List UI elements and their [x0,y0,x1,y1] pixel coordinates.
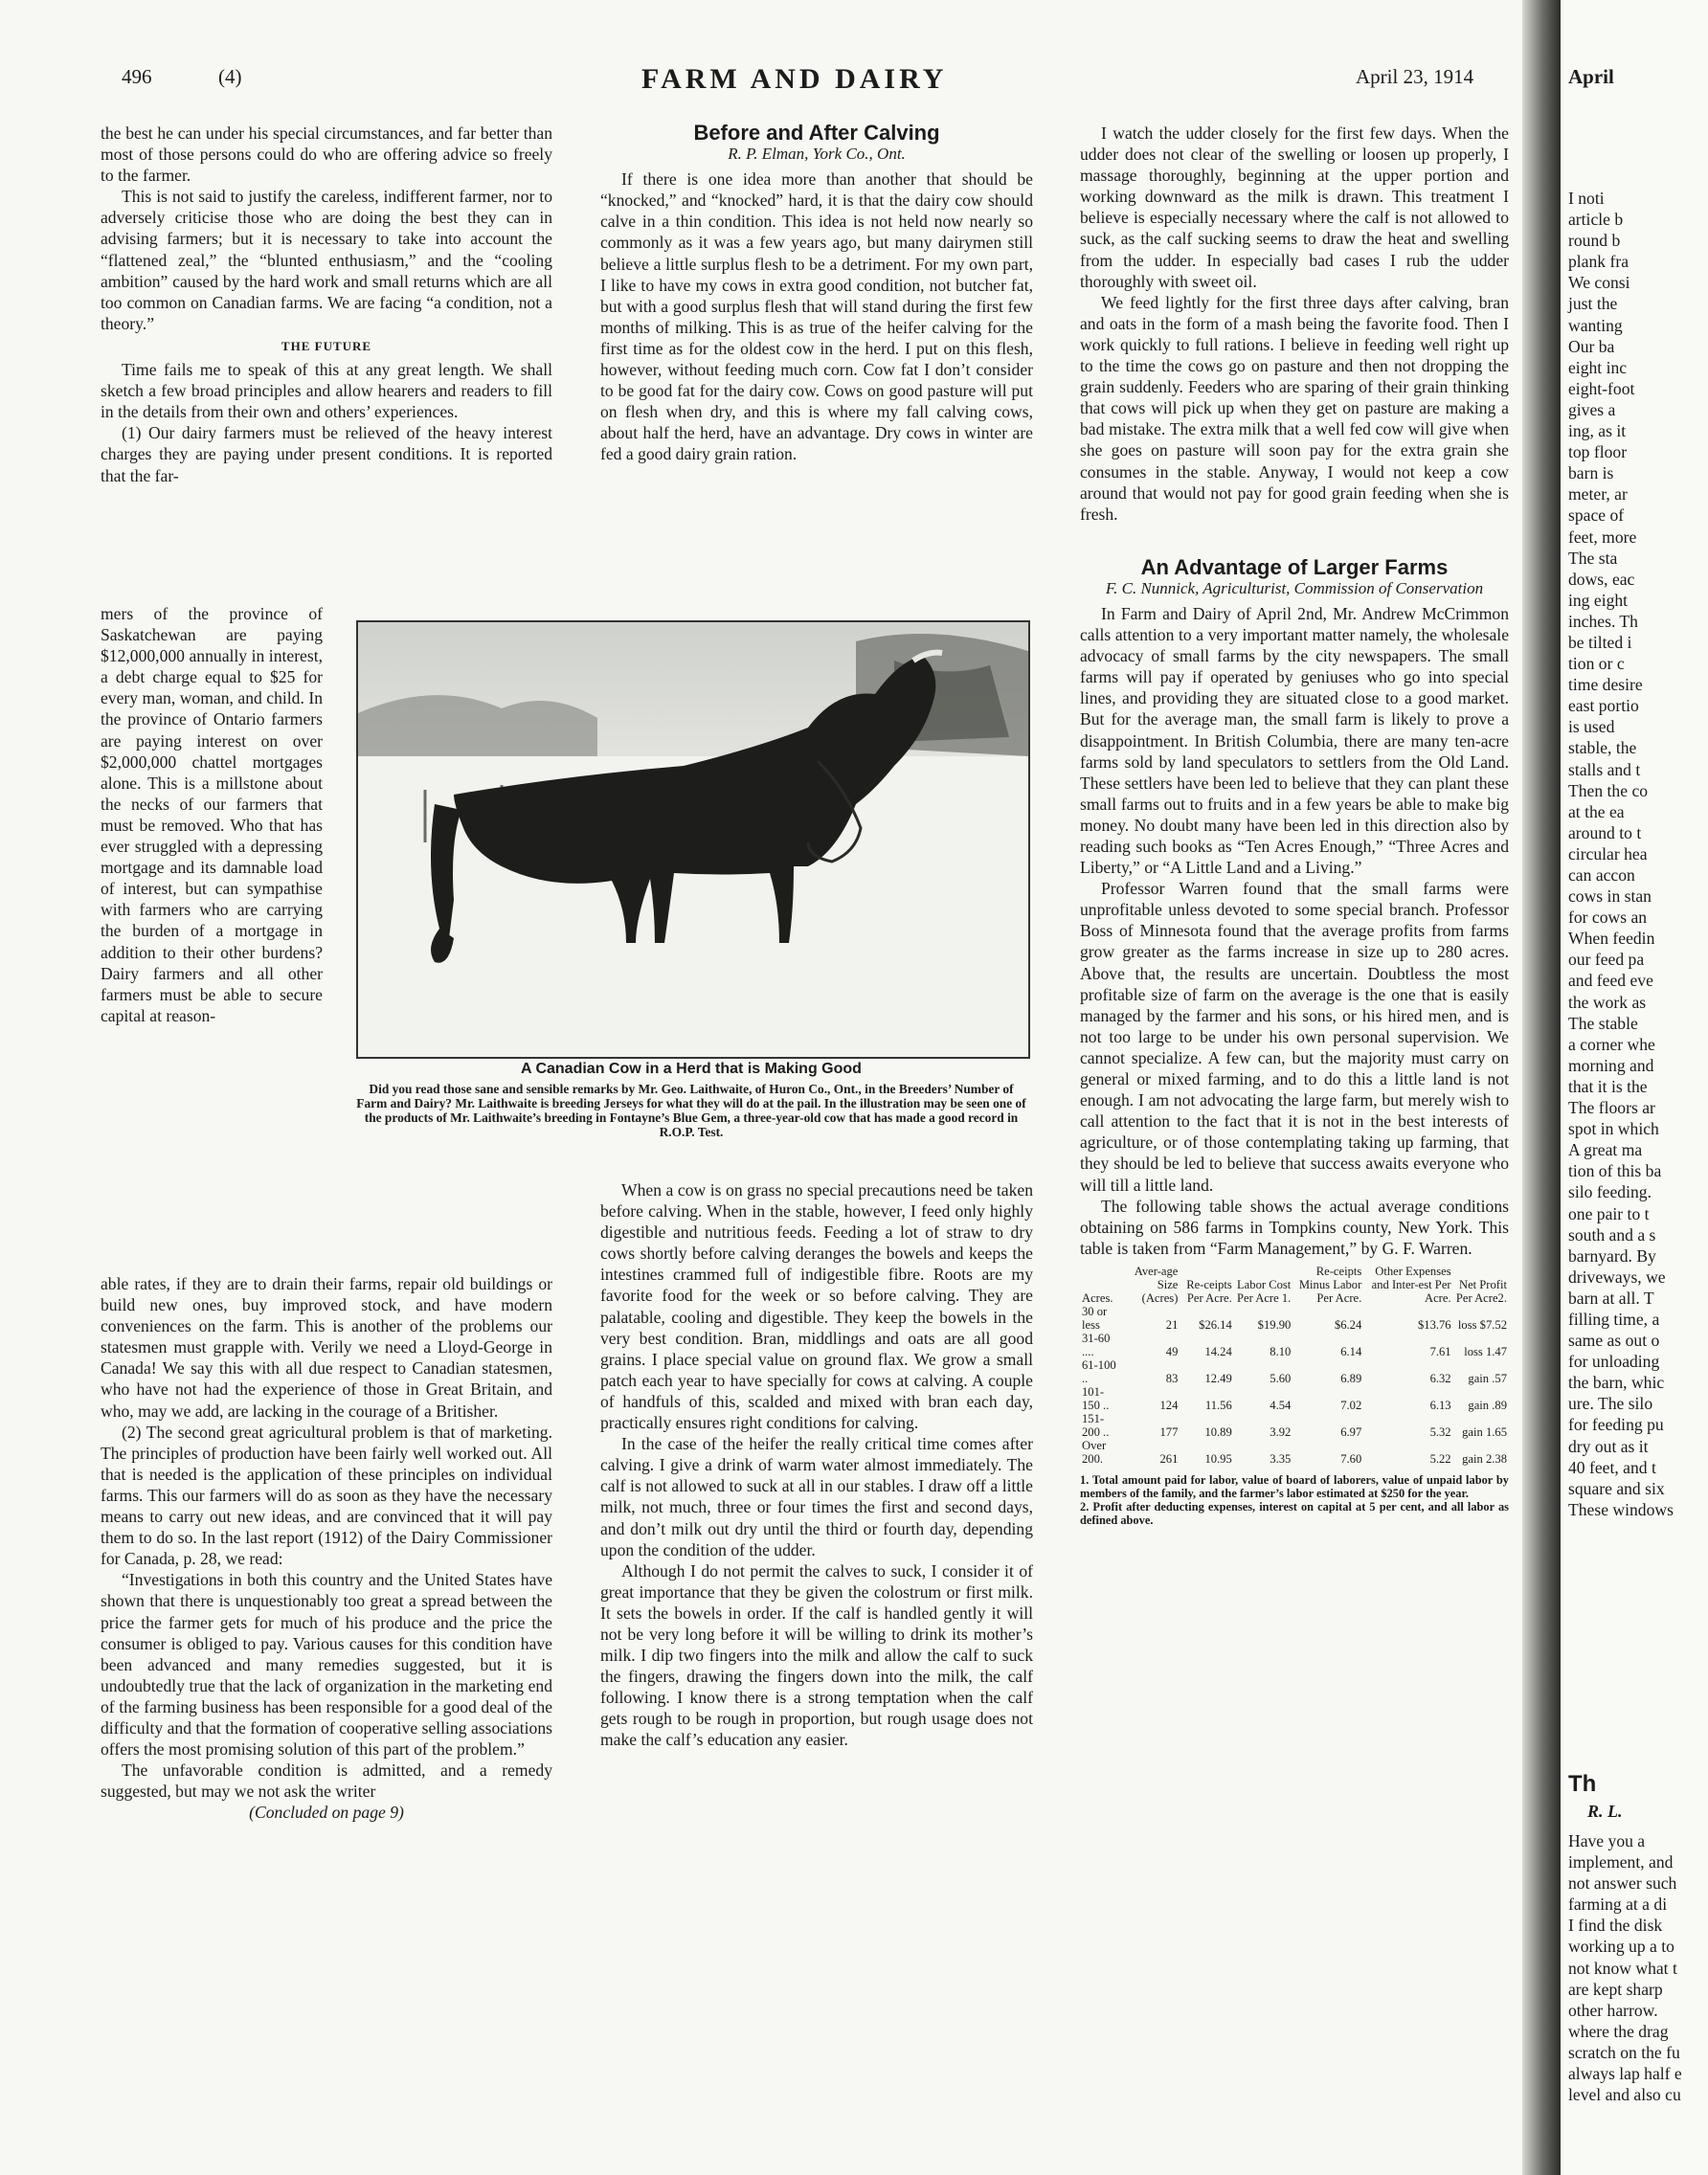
text-line: level and also cu [1568,2085,1681,2105]
table-cell: $19.90 [1257,1317,1292,1332]
table-cell: 31-60 .... [1082,1331,1111,1358]
paragraph: Professor Warren found that the small farms were unprofitable unless devoted to some special branch. Professor Boss of Minnesota found that the average profits from farms grow greater as the farms increase in size up to 280 acres. Above that, the results are uncertain. Doubtless the most profitable size of farm on the average is the one that is easily managed by the farmer and his sons, or his hired men, and is not too large to be under his own personal supervision. We cannot specialize. A few can, but the majority must carry on general or mixed farming, and to do this a little land is not enough. I am not advocating the large farm, but merely wish to call attention to the fact that it is not in the best interests of agriculture, or of those contemplating taking up farming, that they should be led to believe that success awaits everyone who will till a little land. [1080,879,1509,1195]
table-cell: gain .57 [1468,1371,1507,1385]
table-cell: 7.60 [1340,1451,1362,1466]
table-cell: 6.13 [1429,1398,1451,1412]
table-header: Other Expenses and Inter-est Per Acre. [1371,1264,1451,1305]
text-line: barnyard. By [1568,1245,1656,1266]
text-line: other harrow. [1568,2000,1658,2020]
paragraph: able rates, if they are to drain their farms, repair old buildings or build new ones, buy improved stock, and have modern conveniences on the farm. This is another of the problems our statesmen must grapple with. Verily we need a Lloyd-George in Canada! We say this with all due respect to Canadian statesmen, who have not had the experience of those in Great Britain, and who, may we add, are lacking in the courage of a Britisher. [101,1274,552,1421]
text-line: eight-foot [1568,378,1635,398]
text-line: We consi [1568,273,1630,293]
text-line: not know what t [1568,1958,1677,1978]
table-cell: 101-150 .. [1082,1384,1110,1412]
text-line: meter, ar [1568,484,1628,505]
paragraph: The following table shows the actual average conditions obtaining on 586 farms in Tompkins county, New York. This table is taken from “Farm Management,” by G. F. Warren. [1080,1196,1509,1258]
masthead: FARM AND DAIRY [641,63,948,95]
text-line: wanting [1568,315,1623,335]
text-line: stable, the [1568,738,1637,758]
page-number: 496 [122,65,152,88]
table-row [1080,1439,1509,1466]
table-cell: 6.89 [1340,1371,1362,1385]
text-line: is used [1568,717,1615,737]
table-cell: $6.24 [1334,1317,1362,1332]
adjacent-page [1561,0,1708,2175]
text-line: be tilted i [1568,632,1632,652]
text-line: The stable [1568,1013,1638,1033]
paragraph: mers of the province of Saskatchewan are paying $12,000,000 annually in interest, a debt charge equal to $25 for every man, woman, and child. In the province of Ontario farmers are paying interest on over $2,000,000 chattel mortgages alone. This is a millstone about the necks of our farmers that must be removed. Who that has ever struggled with a depressing mortgage and its damnable load of interest, but can sympathise with farmers who are carrying the burden of a mortgage in addition to their other burdens? Dairy farmers and all other farmers must be able to secure capital at reason- [101,604,323,1025]
table-cell: 6.32 [1429,1371,1451,1385]
issue-date: April 23, 1914 [1356,65,1474,88]
paragraph: (2) The second great agricultural problem is that of marketing. The principles of production have been fairly well worked out. All that is needed is the application of these principles on individual farms. This our farmers will do as soon as they have the necessary means to carry out new ideas, and are convinced that it will pay them to do so. In the last report (1912) of the Dairy Commissioner for Canada, p. 28, we read: [101,1422,552,1569]
text-line: south and a s [1568,1224,1656,1244]
column-2-top [600,123,1033,465]
text-line: around to t [1568,822,1642,842]
continued-note: (Concluded on page 9) [249,1803,404,1823]
article-byline: F. C. Nunnick, Agriculturist, Commission of Conservation [1105,578,1484,597]
text-line: Then the co [1568,780,1649,800]
text-line: working up a to [1568,1937,1674,1957]
text-line: circular hea [1568,843,1648,863]
table-cell: 61-100 .. [1082,1357,1116,1385]
photo-caption: Did you read those sane and sensible remarks by Mr. Geo. Laithwaite, of Huron Co., Ont., in the Breeders’ Number of Farm and Dairy? Mr. Laithwaite is breeding Jerseys for what they will do at the pail. In the illustration may be seen one of the products of Mr. Laithwaite’s breeding in Fontayne’s Blue Gem, a three-year-old cow that has made a good record in R.O.P. Test. [356,1082,1026,1139]
text-line: time desire [1568,675,1643,695]
paragraph: Although I do not permit the calves to suck, I consider it of great importance that they be given the colostrum or first milk. It sets the bowels in order. If the calf is handled gently it will not be very long before it will be willing to drink its mother’s milk. I dip two fingers into the milk and allow the calf to suck the fingers, drawing the fingers down into the milk, the calf following. I know there is a strong temptation when the calf gets rough to be rough in proportion, but rough usage does not make the calf’s education any easier. [600,1560,1033,1750]
table-cell: 83 [1165,1371,1179,1385]
text-line: inches. Th [1568,611,1638,631]
adjacent-column-upper [1568,188,1674,1520]
text-line: 40 feet, and t [1568,1457,1656,1477]
table-cell: gain .89 [1468,1398,1507,1412]
text-line: gives a [1568,399,1616,419]
cow-illustration [358,622,1028,1057]
cow-photo [356,620,1030,1059]
paragraph: the best he can under his special circumstances, and far better than most of those persons could do who are offering advice so freely to the farmer. [101,123,552,186]
table-cell: 49 [1165,1344,1179,1358]
table-cell: gain 1.65 [1462,1424,1507,1439]
paragraph: If there is one idea more than another that should be “knocked,” and “knocked” hard, it is that the dairy cow should calve in a thin condition. This idea is not held now nearly so commonly as it was a few years ago, but many dairymen still believe a little surplus flesh to be a detriment. For my own part, I like to have my cows in extra good condition, not butcher fat, but with a good surplus flesh that will stand during the first few months of milking. This is as true of the heifer calving for the first time as for the oldest cow in the herd. I put on this flesh, however, without feeding much corn. Cow fat I don’t consider to be good fat for the dairy cow. Cows on good pasture will put on flesh when dry, and this is where my fall calving cows, about half the herd, have an advantage. Dry cows in winter are fed a good dairy grain ration. [600,169,1033,464]
table-cell: 5.32 [1429,1424,1451,1439]
table-header: Re-ceipts Per Acre. [1186,1277,1232,1305]
text-line: plank fra [1568,252,1629,272]
table-cell: 21 [1165,1317,1179,1332]
text-line: ing eight [1568,590,1629,610]
table-header: Acres. [1082,1290,1113,1305]
table-cell: 177 [1159,1424,1179,1439]
table-cell: 3.92 [1270,1424,1292,1439]
text-line: ure. The silo [1568,1394,1653,1414]
text-line: are kept sharp [1568,1979,1663,1999]
text-line: I find the disk [1568,1916,1663,1936]
text-line: implement, and [1568,1852,1674,1872]
table-cell: 261 [1159,1451,1179,1466]
text-line: for feeding pu [1568,1415,1664,1435]
text-line: round b [1568,231,1621,251]
text-line: dry out as it [1568,1436,1649,1456]
text-line: tion or c [1568,654,1625,674]
text-line: barn at all. T [1568,1288,1654,1308]
table-cell: 124 [1159,1398,1179,1412]
table-header: Net Profit Per Acre2. [1455,1277,1507,1305]
paragraph: Time fails me to speak of this at any great length. We shall sketch a few broad principles and allow hearers and readers to fill in the details from their own and others’ experiences. [101,360,552,422]
table-cell: 14.24 [1204,1344,1232,1358]
table-cell: 6.97 [1340,1424,1362,1439]
article-byline: R. P. Elman, York Co., Ont. [728,145,906,164]
table-header: Labor Cost Per Acre 1. [1236,1277,1292,1305]
text-line: east portio [1568,696,1639,716]
table-header-row [1080,1265,1509,1305]
text-line: article b [1568,210,1624,230]
farm-profits-table [1080,1265,1509,1466]
text-line: morning and [1568,1055,1654,1075]
table-cell: gain 2.38 [1462,1451,1507,1466]
table-cell: 5.60 [1270,1371,1292,1385]
table-cell: 5.22 [1429,1451,1451,1466]
text-line: spot in which [1568,1119,1659,1139]
text-line: for cows an [1568,908,1648,928]
column-1 [101,123,552,486]
section-number: (4) [218,65,242,88]
table-header: Aver-age Size (Acres) [1134,1264,1179,1305]
table-cell: 10.95 [1204,1451,1232,1466]
table-cell: 6.14 [1340,1344,1362,1358]
table-cell: 4.54 [1270,1398,1292,1412]
text-line: dows, eac [1568,569,1635,589]
text-line: the barn, whic [1568,1373,1665,1393]
text-line: and feed eve [1568,971,1653,991]
column-1-narrow [101,603,323,1026]
text-line: Our ba [1568,336,1615,356]
subheading: THE FUTURE [281,338,372,353]
text-line: ing, as it [1568,421,1627,441]
adjacent-article-title: Th [1568,1771,1597,1797]
text-line: barn is [1568,463,1614,483]
text-line: stalls and t [1568,759,1641,779]
text-line: When feedin [1568,929,1655,949]
table-row [1080,1332,1509,1358]
text-line: Have you a [1568,1831,1646,1850]
table-row [1080,1385,1509,1412]
text-line: just the [1568,294,1618,314]
table-row [1080,1305,1509,1332]
adjacent-page-header: April [1568,65,1614,88]
text-line: where the drag [1568,2021,1669,2041]
article-title: An Advantage of Larger Farms [1140,554,1449,579]
table-cell: $13.76 [1417,1317,1451,1332]
table-cell: 151-200 .. [1082,1411,1110,1439]
text-line: same as out o [1568,1331,1660,1351]
text-line: not answer such [1568,1873,1677,1894]
table-footnote: 1. Total amount paid for labor, value of board of laborers, value of unpaid labor by members of the family, and the farmer’s labor estimated at $250 for the year. [1080,1472,1509,1500]
photo-caption-title: A Canadian Cow in a Herd that is Making Good [521,1061,862,1077]
page-gutter-shadow [1522,0,1561,2175]
text-line: driveways, we [1568,1267,1666,1287]
text-line: for unloading [1568,1352,1660,1372]
text-line: our feed pa [1568,950,1645,970]
text-line: square and six [1568,1478,1665,1498]
paragraph: When a cow is on grass no special precautions need be taken before calving. When in the stable, however, I feed only highly digestible and nutritious feeds. Feeding a lot of straw to dry cows shortly before calving deranges the bowels and keeps the intestines crammed full of indigestible fibre. Roots are my favorite food for the week or so before calving. They are palatable, cooling and digestible. They keep the bowels in the very best condition. Bran, middlings and oats are all good grains. I place special value on ground flax. We grow a small patch each year to have specially for cows at calving. A couple of handfuls of this, scalded and mixed with bran each day, practically ensures right conditions for calving. [600,1180,1033,1433]
table-cell: 8.10 [1270,1344,1292,1358]
table-row [1080,1412,1509,1439]
paragraph: In Farm and Dairy of April 2nd, Mr. Andrew McCrimmon calls attention to a very important matter namely, the wholesale advocacy of small farms by the city newspapers. The small farms will pay if operated by geniuses who go into special lines, and providing they are situated close to a good market. But for the average man, the small farm is likely to prove a disappointment. In British Columbia, there are many ten-acre farms sold by land speculators to settlers from the Old Land. These settlers have been led to believe that they can plant these small farms out to fruits and in a few years be able to make big money. No doubt many have been led in this direction also by reading such books as “Ten Acres Enough,” “Three Acres and Liberty,” or “A Little Land and a Living.” [1080,603,1509,878]
text-line: eight inc [1568,357,1628,377]
table-header: Re-ceipts Minus Labor Per Acre. [1298,1264,1362,1305]
column-2-lower [600,1179,1033,1751]
text-line: silo feeding. [1568,1182,1652,1202]
table-row [1080,1358,1509,1385]
paragraph: This is not said to justify the careless, indifferent farmer, nor to adversely criticise those who are doing the best they can in advising farmers; but it is necessary to take into account the “flattened zeal,” the “blunted enthusiasm,” and the “cooling ambition” caused by the hard work and small returns which are all too common on Canadian farms. We are facing “a condition, not a theory.” [101,187,552,333]
paragraph: “Investigations in both this country and the United States have shown that there is unquestionably too great a spread between the price the farmer gets for much of his produce and the price the consumer is obliged to pay. Various causes for this condition have been advanced and many remedies suggested, but it is undoubtedly true that the lack of organization in the marketing end of the farming business has been responsible for a good deal of the difficulty and that the formation of cooperative selling associations offers the most promising solution of this part of the problem.” [101,1570,552,1760]
text-line: A great ma [1568,1140,1643,1160]
paragraph: The unfavorable condition is admitted, and a remedy suggested, but may we not ask the writer [101,1760,552,1802]
text-line: I noti [1568,189,1605,208]
table-cell: 7.02 [1340,1398,1362,1412]
text-line: The floors ar [1568,1098,1655,1118]
table-cell: 7.61 [1429,1344,1451,1358]
text-line: at the ea [1568,801,1625,821]
text-line: top floor [1568,442,1628,462]
text-line: the work as [1568,992,1647,1012]
adjacent-article-byline: R. L. [1587,1802,1623,1821]
text-line: always lap half e [1568,2064,1682,2084]
paragraph: (1) Our dairy farmers must be relieved of the heavy interest charges they are paying under present conditions. It is reported that the far- [101,423,552,485]
adjacent-column-lower [1568,1830,1682,2105]
text-line: can accon [1568,865,1635,885]
table-cell: loss $7.52 [1457,1317,1507,1332]
table-footnote: 2. Profit after deducting expenses, interest on capital at 5 per cent, and all labor as defined above. [1080,1499,1509,1527]
text-line: scratch on the fu [1568,2042,1680,2062]
article-title: Before and After Calving [693,121,940,145]
text-line: space of [1568,505,1625,526]
table-cell: $26.14 [1199,1317,1232,1332]
table-cell: loss 1.47 [1464,1344,1507,1358]
text-line: a corner whe [1568,1034,1655,1054]
table-cell: 10.89 [1204,1424,1232,1439]
text-line: These windows [1568,1499,1674,1519]
text-line: filling time, a [1568,1309,1660,1329]
table-cell: 12.49 [1204,1371,1232,1385]
table-cell: 3.35 [1270,1451,1292,1466]
text-line: farming at a di [1568,1895,1668,1915]
column-1-lower [101,1273,552,1823]
text-line: cows in stan [1568,886,1652,907]
paragraph: I watch the udder closely for the first few days. When the udder does not clear of the swelling or loosen up properly, I massage thoroughly, beginning at the upper portion and working downward as the milk is drawn. This treatment I believe is especially necessary where the calf is not allowed to suck, as the calf sucking seems to draw the heat and swelling from the udder. In especially bad cases I rub the udder thoroughly with sweet oil. [1080,123,1509,291]
table-cell: 11.56 [1204,1398,1232,1412]
text-line: that it is the [1568,1076,1648,1096]
text-line: one pair to t [1568,1203,1650,1223]
table-cell: 30 or less [1082,1304,1108,1332]
text-line: feet, more [1568,527,1637,547]
paragraph: We feed lightly for the first three days after calving, bran and oats in the form of a mash being the favorite food. Then I work quickly to full rations. I believe in feeding well right up to the time the cows go on pasture and then not dropping the grain suddenly. Feeders who are sparing of their grain thinking that cows will pick up when they get on pasture are making a bad mistake. The extra milk that a well fed cow will give when she goes on pasture will soon pay for the extra grain she consumes in the stable. Anyway, I would not keep a cow around that would not pay for good grain feeding when she is fresh. [1080,292,1509,524]
column-3 [1080,123,1509,1527]
table-cell: Over 200. [1082,1438,1107,1466]
text-line: The sta [1568,548,1618,568]
paragraph: In the case of the heifer the really critical time comes after calving. I give a drink of warm water almost immediately. The calf is not allowed to suck at all in our stables. I draw off a little milk, not much, three or four times the first and second days, and don’t milk out dry until the third or fourth day, depending upon the condition of the udder. [600,1434,1033,1559]
text-line: tion of this ba [1568,1161,1662,1181]
